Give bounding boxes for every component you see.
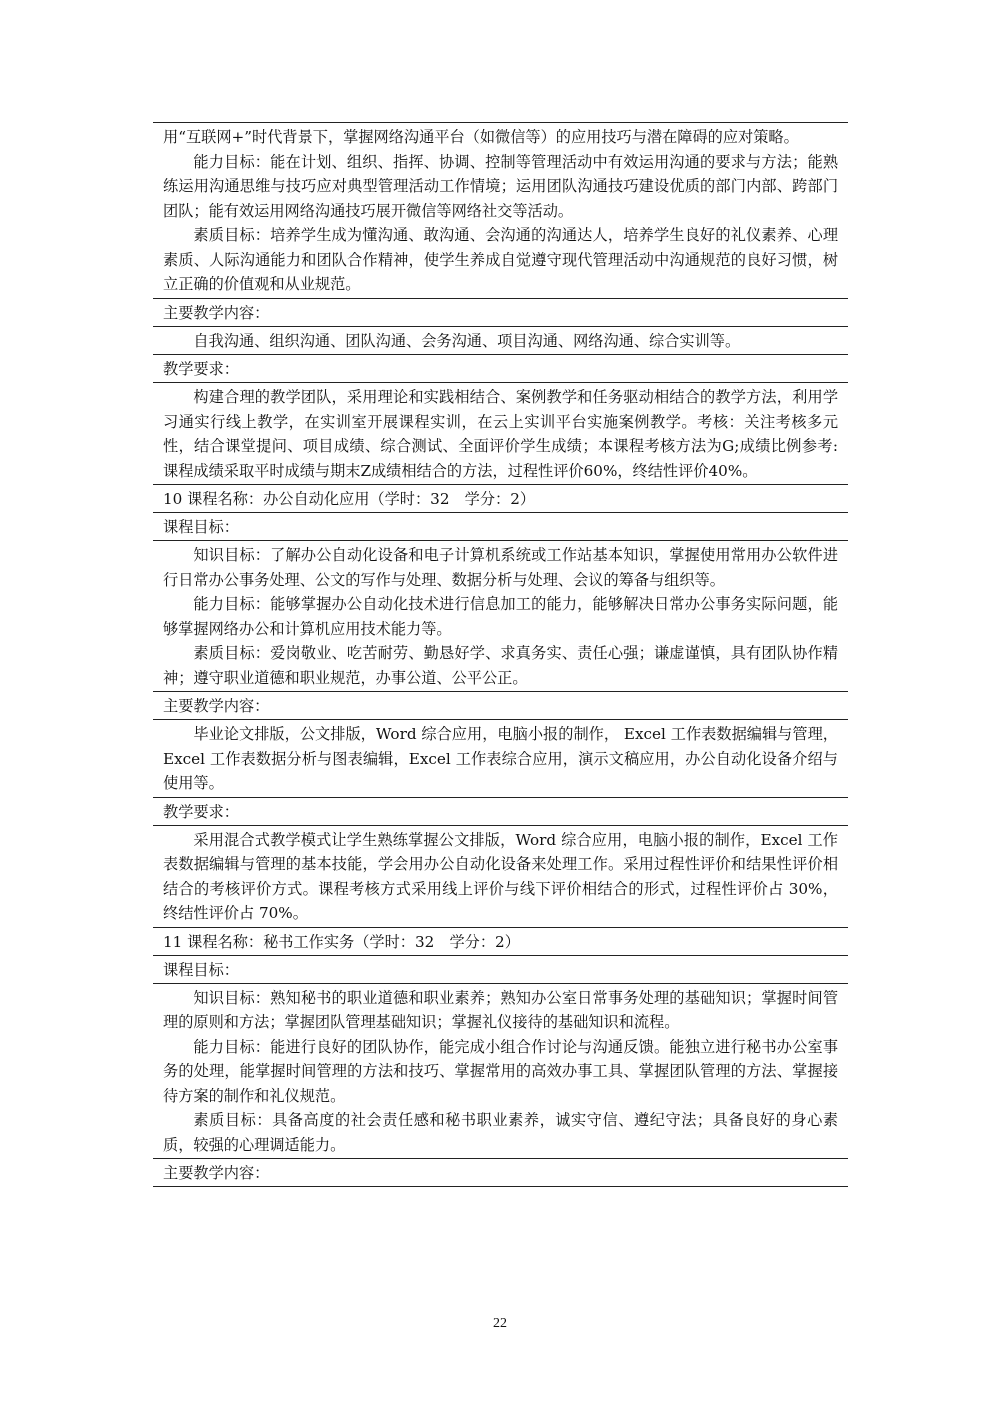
content-row [153,382,848,484]
section-heading-row [153,955,848,983]
paragraph: 构建合理的教学团队，采用理论和实践相结合、案例教学和任务驱动相结合的教学方法，利用学习通实行线上教学，在实训室开展课程实训，在云上实训平台实施案例教学。考核：关注考核多元性，结合课堂提问、项目成绩、综合测试、全面评价学生成绩；本课程考核方法为G;成绩比例参考:课程成绩采取平时成绩与期末Z成绩相结合的方法，过程性评价60%，终结性评价40%。 [163,388,838,480]
paragraph: 自我沟通、组织沟通、团队沟通、会务沟通、项目沟通、网络沟通、综合实训等。 [193,331,741,350]
section-heading-row [153,691,848,719]
section-heading: 主要教学内容： [163,697,270,715]
paragraph: 采用混合式教学模式让学生熟练掌握公文排版，Word 综合应用，电脑小报的制作，Excel 工作表数据编辑与管理的基本技能，学会用办公自动化设备来处理工作。采用过程性评价和结果性评价相结合的考核评价方式。课程考核方式采用线上评价与线下评价相结合的形式，过程性评价占 30%，终结性评价占 70%。 [163,830,838,922]
section-heading-row [153,512,848,540]
section-heading: 11 课程名称：秘书工作实务（学时：32 学分：2） [163,932,520,951]
paragraph: 能力目标：能进行良好的团队协作，能完成小组合作讨论与沟通反馈。能独立进行秘书办公室事务的处理，能掌握时间管理的方法和技巧、掌握常用的高效办事工具、掌握团队管理的方法、掌握接待方案的制作和礼仪规范。 [163,1037,838,1105]
section-heading: 教学要求： [163,802,239,821]
section-heading-row [153,927,848,955]
section-heading: 10 课程名称：办公自动化应用（学时：32 学分：2） [163,490,536,508]
section-heading: 主要教学内容： [163,1164,270,1182]
course-table [153,122,848,1187]
section-heading: 课程目标： [163,960,239,979]
content-row [153,825,848,927]
paragraph: 毕业论文排版，公文排版，Word 综合应用，电脑小报的制作， Excel 工作表数据编辑与管理， Excel 工作表数据分析与图表编辑，Excel 工作表综合应用，演示文稿应用，办公自动化设备介绍与使用等。 [163,725,838,792]
content-row [153,983,848,1159]
paragraph: 能力目标：能够掌握办公自动化技术进行信息加工的能力，能够解决日常办公事务实际问题，能够掌握网络办公和计算机应用技术能力等。 [163,595,838,638]
content-row [153,540,848,691]
section-heading-row [153,354,848,382]
paragraph: 知识目标：熟知秘书的职业道德和职业素养；熟知办公室日常事务处理的基础知识；掌握时间管理的原则和方法；掌握团队管理基础知识；掌握礼仪接待的基础知识和流程。 [163,988,838,1031]
content-row [153,326,848,355]
page-number: 22 [493,1316,507,1331]
section-heading-row [153,298,848,326]
section-heading-row [153,797,848,825]
paragraph: 素质目标：培养学生成为懂沟通、敢沟通、会沟通的沟通达人，培养学生良好的礼仪素养、心理素质、人际沟通能力和团队合作精神，使学生养成自觉遵守现代管理活动中沟通规范的良好习惯，树立正确的价值观和从业规范。 [163,226,838,293]
paragraph: 能力目标：能在计划、组织、指挥、协调、控制等管理活动中有效运用沟通的要求与方法；能熟练运用沟通思维与技巧应对典型管理活动工作情境；运用团队沟通技巧建设优质的部门内部、跨部门团队；能有效运用网络沟通技巧展开微信等网络社交等活动。 [163,152,838,220]
content-row [153,719,848,797]
paragraph: 知识目标：了解办公自动化设备和电子计算机系统或工作站基本知识，掌握使用常用办公软件进行日常办公事务处理、公文的写作与处理、数据分析与处理、会议的筹备与组织等。 [163,546,838,589]
section-heading-row [153,484,848,512]
section-heading: 课程目标： [163,518,239,536]
content-row [153,122,848,298]
section-heading: 主要教学内容： [163,303,270,322]
paragraph: 素质目标：具备高度的社会责任感和秘书职业素养，诚实守信、遵纪守法；具备良好的身心素质，较强的心理调适能力。 [163,1111,838,1154]
paragraph: 用“互联网+”时代背景下，掌握网络沟通平台（如微信等）的应用技巧与潜在障碍的应对策略。 [163,128,799,146]
section-heading: 教学要求： [163,360,239,378]
paragraph: 素质目标：爱岗敬业、吃苦耐劳、勤恳好学、求真务实、责任心强；谦虚谨慎，具有团队协作精神；遵守职业道德和职业规范，办事公道、公平公正。 [163,644,838,687]
section-heading-row [153,1158,848,1187]
